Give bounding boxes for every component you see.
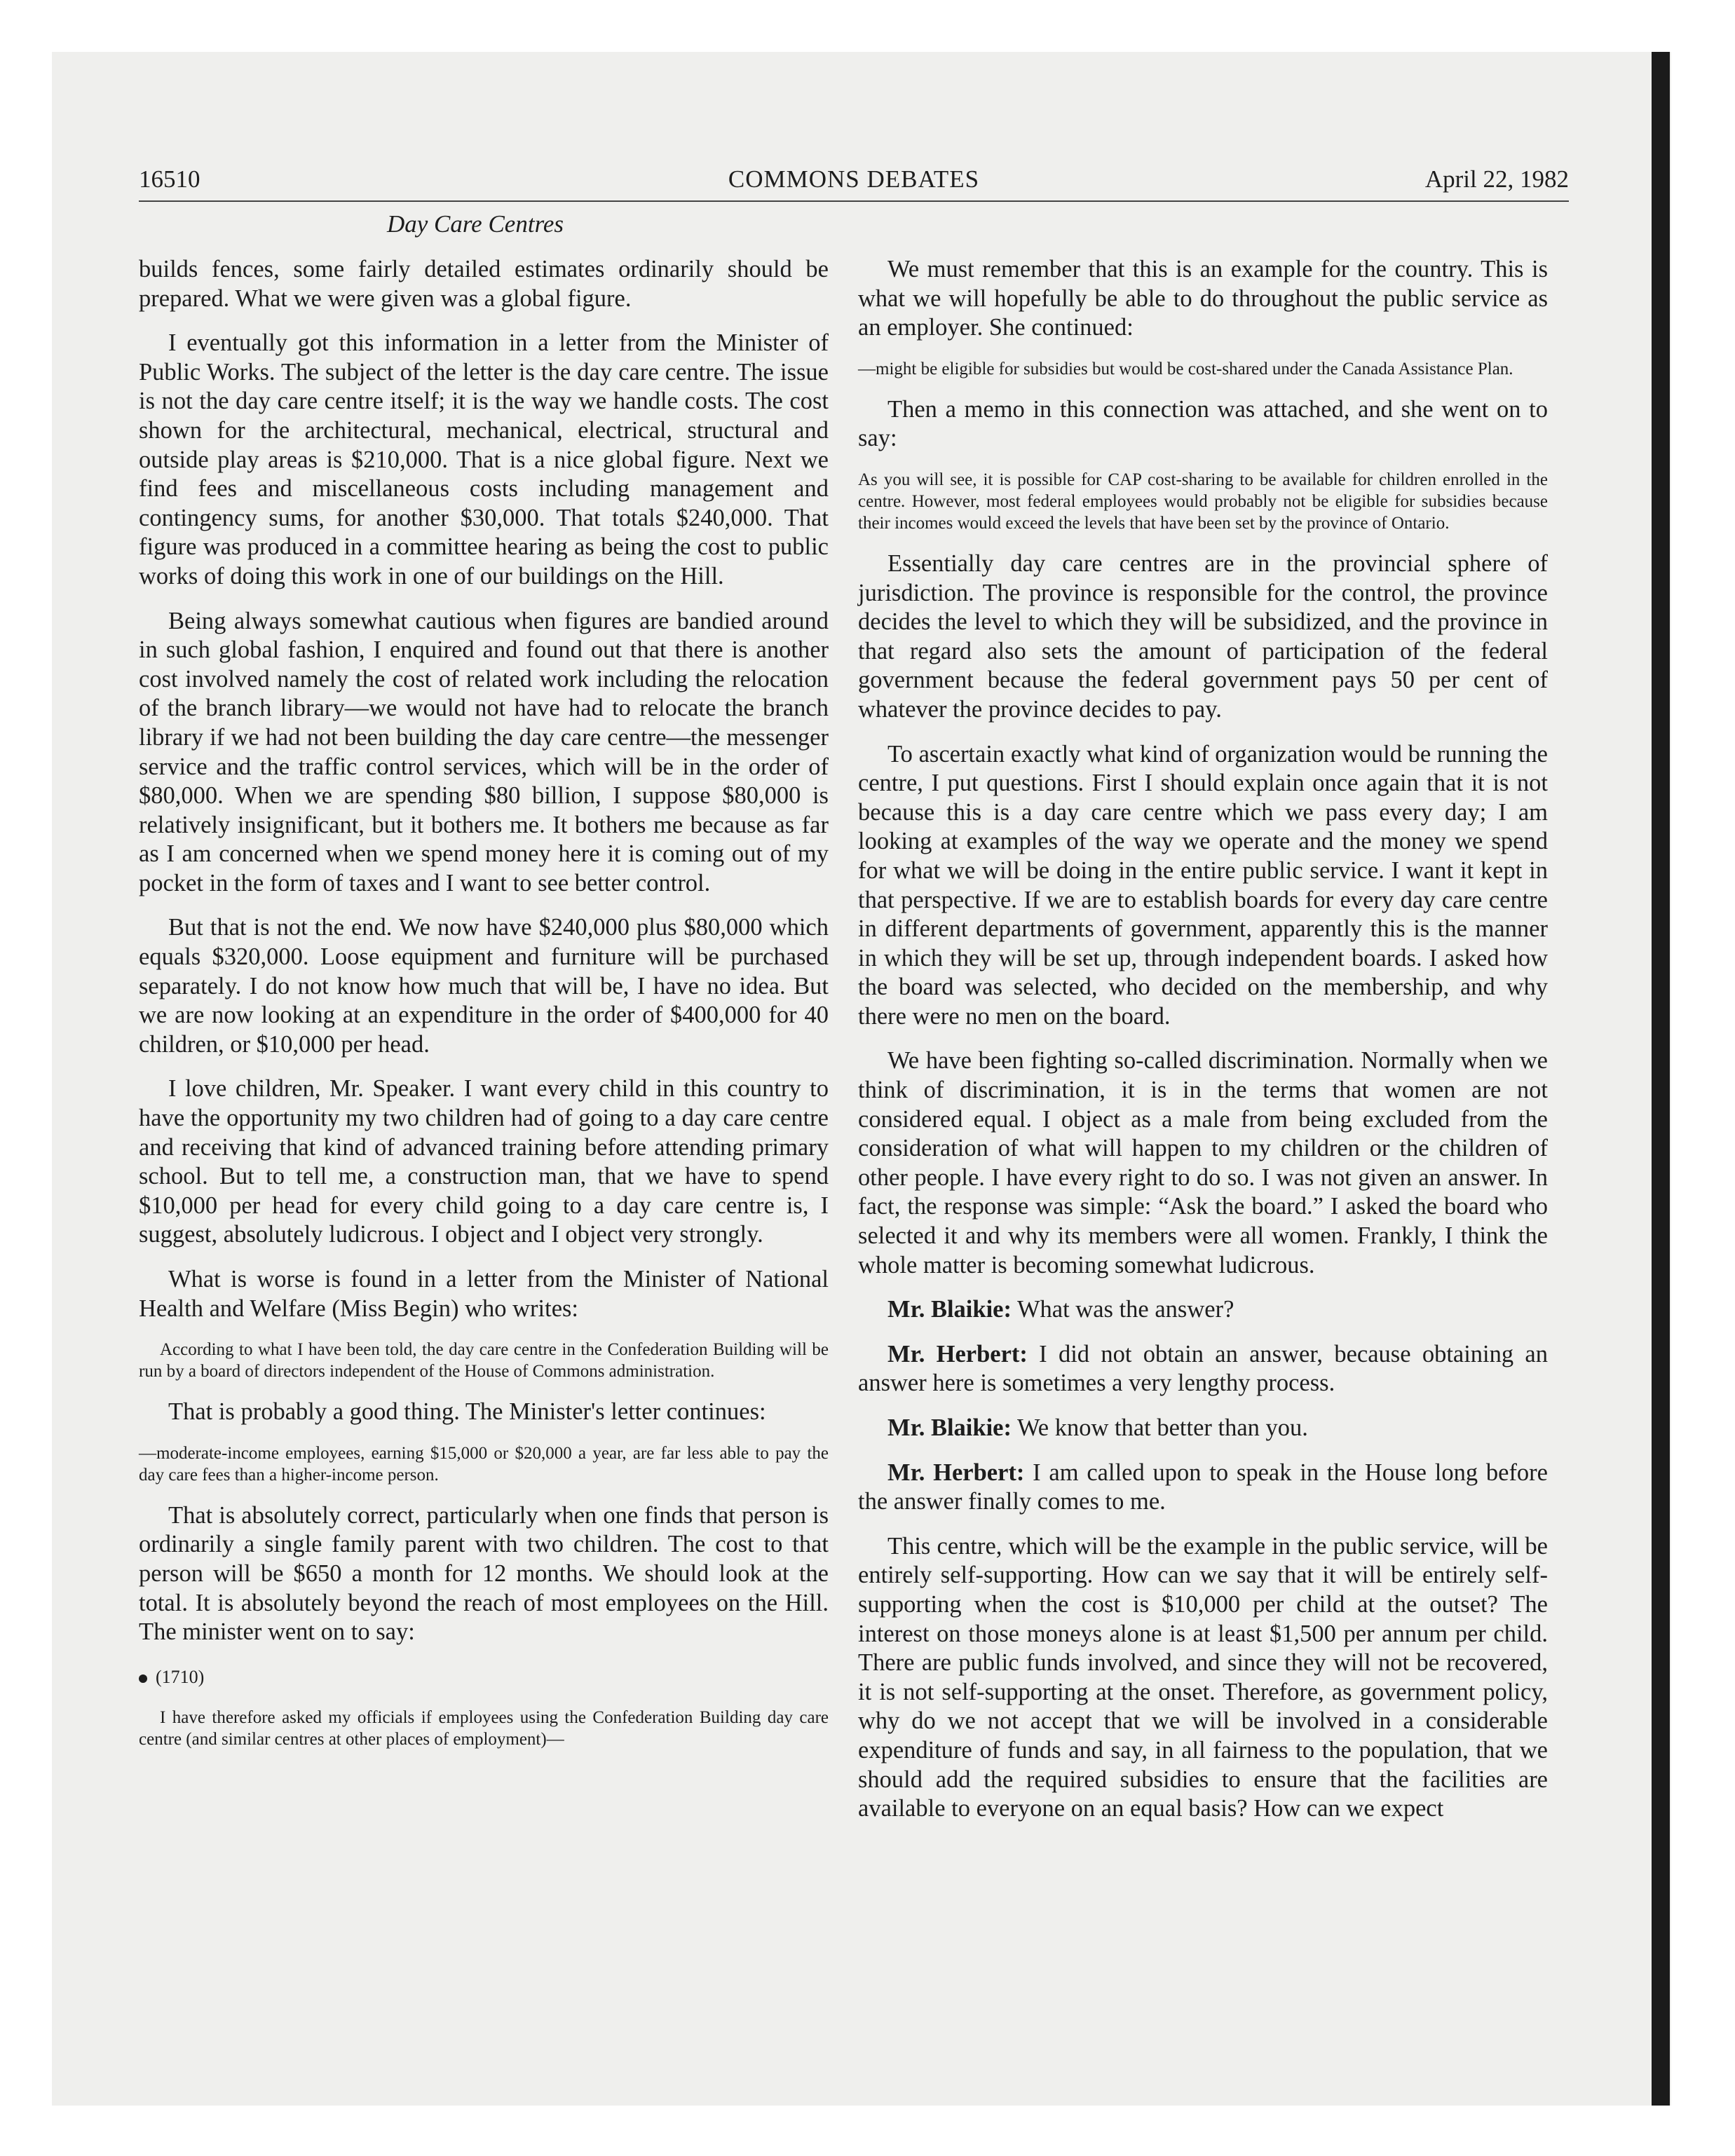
speaker-name: Mr. Blaikie:: [887, 1296, 1012, 1323]
speech-paragraph: [858, 1340, 1548, 1398]
bullet-icon: [139, 1674, 147, 1683]
paragraph: Then a memo in this connection was attached, and she went on to say:: [858, 395, 1548, 452]
left-column: [139, 255, 829, 1766]
paragraph: I love children, Mr. Speaker. I want every child in this country to have the opportunity my two children had of going to a day care centre and receiving that kind of advanced training before attending primary school. But to tell me, a construction man, that we have to spend $10,000 per head for every child going to a day care centre is, I suggest, absolutely ludicrous. I object and I object very strongly.: [139, 1075, 829, 1248]
block-quote: I have therefore asked my officials if employees using the Confederation Building day care centre (and similar centres at other places of employment)—: [139, 1708, 829, 1749]
speech-text: I am called upon to speak in the House long before the answer finally comes to me.: [858, 1459, 1548, 1515]
page-number: 16510: [139, 165, 200, 193]
speech-paragraph: [858, 1459, 1548, 1517]
block-quote: —moderate-income employees, earning $15,000 or $20,000 a year, are far less able to pay the day care fees than a higher-income person.: [139, 1443, 829, 1485]
speech-text: We know that better than you.: [1011, 1414, 1308, 1441]
paragraph: builds fences, some fairly detailed estimates ordinarily should be prepared. What we were given was a global figure.: [139, 256, 829, 312]
paragraph: Essentially day care centres are in the provincial sphere of jurisdiction. The province is responsible for the control, the province decides the level to which they will be subsidized, and the province in that regard also sets the amount of participation of the federal government because the federal government pays 50 per cent of whatever the province decides to pay.: [858, 550, 1548, 723]
paragraph: What is worse is found in a letter from the Minister of National Health and Welfare (Miss Begin) who writes:: [139, 1266, 829, 1322]
time-marker-label: (1710): [156, 1666, 205, 1687]
paragraph: We must remember that this is an example for the country. This is what we will hopefully be able to do throughout the public service as an employer. She continued:: [858, 256, 1548, 341]
right-column: [858, 255, 1548, 1839]
page-header: [139, 165, 1569, 202]
subject-heading: Day Care Centres: [386, 210, 564, 238]
publication-title: COMMONS DEBATES: [728, 165, 980, 193]
speaker-name: Mr. Herbert:: [887, 1340, 1028, 1367]
block-quote: As you will see, it is possible for CAP cost-sharing to be available for children enrolled in the centre. However, most federal employees would probably not be eligible for subsidies because their incomes would exceed the levels that have been set by the province of Ontario.: [858, 470, 1548, 533]
paragraph: This centre, which will be the example in the public service, will be entirely self-supporting. How can we say that it will be entirely self-supporting when the cost is $10,000 per child at the outset? The interest on those moneys alone is at least $1,500 per annum per child. There are public funds involved, and since they will not be recovered, it is not self-supporting at the onset. Therefore, as government policy, why do we not accept that we will be involved in a considerable expenditure of funds and say, in all fairness to the population, that we should add the required subsidies to ensure that the facilities are available to everyone on an equal basis? How can we expect: [858, 1532, 1548, 1822]
paragraph: Being always somewhat cautious when figures are bandied around in such global fashion, I enquired and found out that there is another cost involved namely the cost of related work including the relocation of the branch library—we would not have had to relocate the branch library if we had not been building the day care centre—the messenger service and the traffic control services, which will be in the order of $80,000. When we are spending $80 billion, I suppose $80,000 is relatively insignificant, but it bothers me. It bothers me because as far as I am concerned when we spend money here it is coming out of my pocket in the form of taxes and I want to see better control.: [139, 607, 829, 896]
block-quote: —might be eligible for subsidies but would be cost-shared under the Canada Assistance Plan.: [858, 359, 1513, 378]
paragraph: We have been fighting so-called discrimination. Normally when we think of discrimination, it is in the terms that women are not considered equal. I object as a male from being excluded from the consideration of what will happen to my children or the children of other people. I have every right to do so. I was not given an answer. In fact, the response was simple: “Ask the board.” I asked the board who selected it and why its members were all women. Frankly, I think the whole matter is becoming somewhat ludicrous.: [858, 1047, 1548, 1278]
scan-edge-shadow: [1652, 52, 1670, 2106]
speech-paragraph: [858, 1414, 1548, 1443]
speaker-name: Mr. Blaikie:: [887, 1414, 1012, 1441]
paragraph: But that is not the end. We now have $240,000 plus $80,000 which equals $320,000. Loose equipment and furniture will be purchased separately. I do not know how much that will be, I have no idea. But we are now looking at an expenditure in the order of $400,000 for 40 children, or $10,000 per head.: [139, 914, 829, 1058]
time-marker: [139, 1663, 829, 1692]
paragraph: To ascertain exactly what kind of organization would be running the centre, I put questions. First I should explain once again that it is not because this is a day care centre which we pass every day; I am looking at examples of the way we operate and the money we spend for what we will be doing in the entire public service. I want it kept in that perspective. If we are to establish boards for every day care centre in different departments of government, apparently this is the manner in which they will be set up, through independent boards. I asked how the board was selected, who decided on the membership, and why there were no men on the board.: [858, 740, 1548, 1030]
block-quote: According to what I have been told, the day care centre in the Confederation Building will be run by a board of directors independent of the House of Commons administration.: [139, 1340, 829, 1381]
paragraph: That is absolutely correct, particularly when one finds that person is ordinarily a single family parent with two children. The cost to that person will be $650 a month for 12 months. We should look at the total. It is absolutely beyond the reach of most employees on the Hill. The minister went on to say:: [139, 1501, 829, 1646]
speech-paragraph: [858, 1295, 1548, 1325]
paragraph: I eventually got this information in a letter from the Minister of Public Works. The subject of the letter is the day care centre. The issue is not the day care centre itself; it is the way we handle costs. The cost shown for the architectural, mechanical, electrical, structural and outside play areas is $210,000. That is a nice global figure. Next we find fees and miscellaneous costs including management and contingency sums, for another $30,000. That totals $240,000. That figure was produced in a committee hearing as being the cost to public works of doing this work in one of our buildings on the Hill.: [139, 329, 829, 589]
paragraph: That is probably a good thing. The Minister's letter continues:: [168, 1398, 766, 1426]
speaker-name: Mr. Herbert:: [887, 1459, 1025, 1486]
issue-date: April 22, 1982: [1424, 165, 1569, 193]
speech-text: What was the answer?: [1011, 1296, 1234, 1323]
speech-text: I did not obtain an answer, because obtaining an answer here is sometimes a very lengthy process.: [858, 1340, 1548, 1397]
